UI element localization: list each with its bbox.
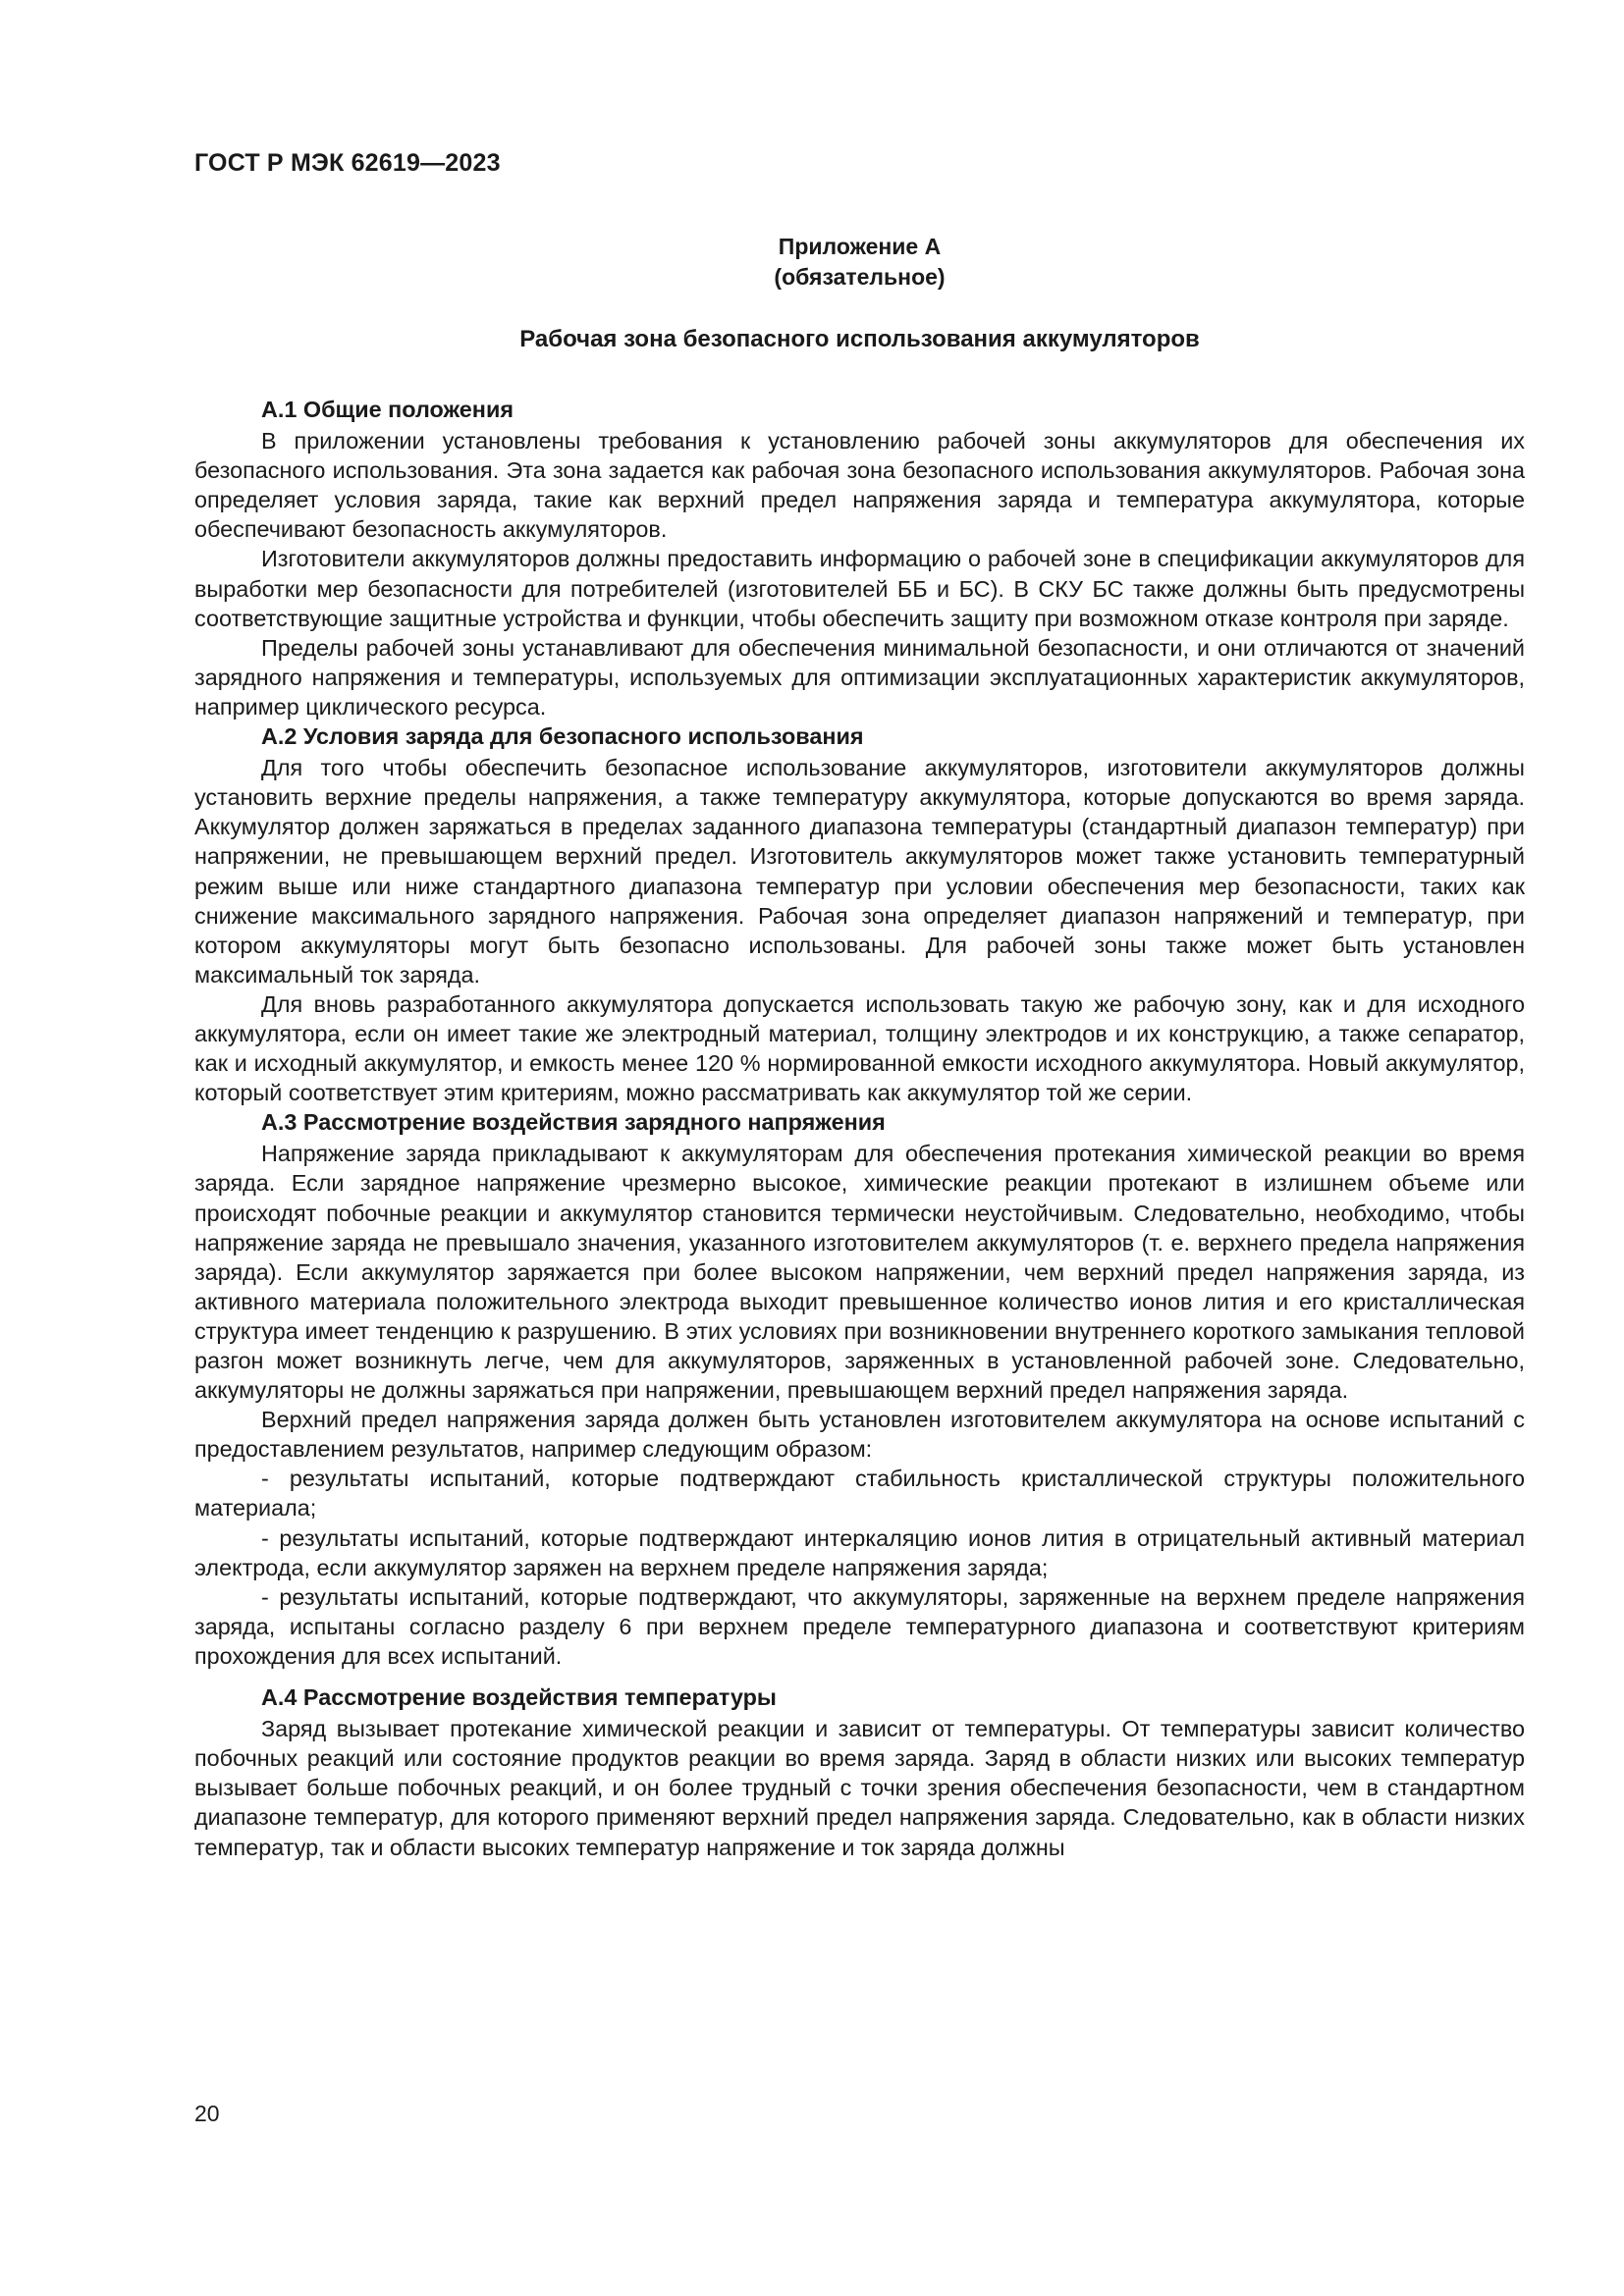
section-a2 <box>194 721 1525 1107</box>
list-item: - результаты испытаний, которые подтверждают интеркаляцию ионов лития в отрицательный активный материал электрода, если аккумулятор заряжен на верхнем пределе напряжения заряда; <box>194 1524 1525 1580</box>
appendix-status: (обязательное) <box>774 264 946 290</box>
appendix-heading: Рабочая зона безопасного использования аккумуляторов <box>519 326 1200 352</box>
section-heading: А.4 Рассмотрение воздействия температуры <box>261 1684 777 1711</box>
section-heading: А.2 Условия заряда для безопасного использования <box>261 723 864 750</box>
paragraph: Верхний предел напряжения заряда должен быть установлен изготовителем аккумулятора на основе испытаний с предоставлением результатов, например следующим образом: <box>194 1407 1525 1463</box>
paragraph: Изготовители аккумуляторов должны предоставить информацию о рабочей зоне в спецификации аккумуляторов для выработки мер безопасности для потребителей (изготовителей ББ и БС). В СКУ БС также должны быть предусмотрены соответствующие защитные устройства и функции, чтобы обеспечить защиту при возможном отказе контроля при заряде. <box>194 546 1525 631</box>
page-number: 20 <box>194 2101 220 2126</box>
paragraph: Пределы рабочей зоны устанавливают для обеспечения минимальной безопасности, и они отличаются от значений зарядного напряжения и температуры, используемых для оптимизации эксплуатационных характеристик аккумуляторов, например циклического ресурса. <box>194 634 1525 720</box>
section-a3 <box>194 1107 1525 1671</box>
paragraph: Напряжение заряда прикладывают к аккумуляторам для обеспечения протекания химической реакции во время заряда. Если зарядное напряжение чрезмерно высокое, химические реакции протекают в излишнем объеме или происходят побочные реакции и аккумулятор становится термически неустойчивым. Следовательно, необходимо, чтобы напряжение заряда не превышало значения, указанного изготовителем аккумуляторов (т. е. верхнего предела напряжения заряда). Если аккумулятор заряжается при более высоком напряжении, чем верхний предел напряжения заряда, из активного материала положительного электрода выходит превышенное количество ионов лития и его кристаллическая структура имеет тенденцию к разрушению. В этих условиях при возникновении внутреннего короткого замыкания тепловой разгон может возникнуть легче, чем для аккумуляторов, заряженных в установленной рабочей зоне. Следовательно, аккумуляторы не должны заряжаться при напряжении, превышающем верхний предел напряжения заряда. <box>194 1141 1525 1404</box>
document-body <box>194 395 1525 1862</box>
section-a4 <box>194 1682 1525 1862</box>
list-item: - результаты испытаний, которые подтверждают стабильность кристаллической структуры положительного материала; <box>194 1466 1525 1522</box>
section-a1 <box>194 395 1525 721</box>
section-heading: А.1 Общие положения <box>261 397 514 422</box>
paragraph: Заряд вызывает протекание химической реакции и зависит от температуры. От температуры зависит количество побочных реакций или состояние продуктов реакции во время заряда. Заряд в области низких или высоких температур вызывает больше побочных реакций, и он более трудный с точки зрения обеспечения безопасности, чем в стандартном диапазоне температур, для которого применяют верхний предел напряжения заряда. Следовательно, как в области низких температур, так и области высоких температур напряжение и ток заряда должны <box>194 1716 1525 1860</box>
list-item: - результаты испытаний, которые подтверждают, что аккумуляторы, заряженные на верхнем пределе напряжения заряда, испытаны согласно разделу 6 при верхнем пределе температурного диапазона и соответствуют критериям прохождения для всех испытаний. <box>194 1583 1525 1669</box>
appendix-title: Приложение А <box>778 234 942 259</box>
document-code: ГОСТ Р МЭК 62619—2023 <box>194 149 501 177</box>
paragraph: В приложении установлены требования к установлению рабочей зоны аккумуляторов для обеспечения их безопасного использования. Эта зона задается как рабочая зона безопасного использования аккумуляторов. Рабочая зона определяет условия заряда, такие как верхний предел напряжения заряда и температура аккумулятора, которые обеспечивают безопасность аккумуляторов. <box>194 428 1525 543</box>
section-heading: А.3 Рассмотрение воздействия зарядного напряжения <box>261 1109 886 1136</box>
paragraph: Для вновь разработанного аккумулятора допускается использовать такую же рабочую зону, как и для исходного аккумулятора, если он имеет такие же электродный материал, толщину электродов и их конструкцию, а также сепаратор, как и исходный аккумулятор, и емкость менее 120 % нормированной емкости исходного аккумулятора. Новый аккумулятор, который соответствует этим критериям, можно рассматривать как аккумулятор той же серии. <box>194 990 1525 1106</box>
paragraph: Для того чтобы обеспечить безопасное использование аккумуляторов, изготовители аккумуляторов должны установить верхние пределы напряжения, а также температуру аккумулятора, которые допускаются во время заряда. Аккумулятор должен заряжаться в пределах заданного диапазона температуры (стандартный диапазон температур) при напряжении, не превышающем верхний предел. Изготовитель аккумуляторов может также установить температурный режим выше или ниже стандартного диапазона температур при условии обеспечения мер безопасности, таких как снижение максимального зарядного напряжения. Рабочая зона определяет диапазон напряжений и температур, при котором аккумуляторы могут быть безопасно использованы. Для рабочей зоны также может быть установлен максимальный ток заряда. <box>194 755 1525 988</box>
